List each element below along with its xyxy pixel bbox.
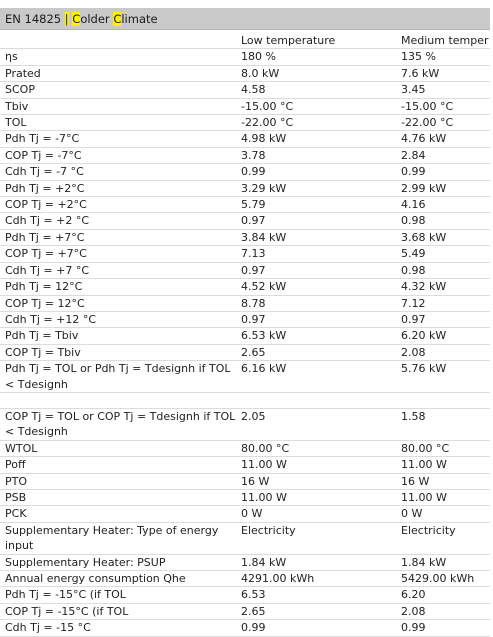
- table-row: Cdh Tj = +7 °C 0.97 0.98: [0, 262, 490, 278]
- spec-table: [0, 33, 490, 637]
- search-highlight: C: [72, 12, 81, 26]
- table-row: Pdh Tj = Tbiv 6.53 kW 6.20 kW: [0, 328, 490, 344]
- table-header-row: [0, 33, 490, 49]
- section-header: EN 14825 | Colder Climate: [0, 8, 490, 30]
- table-row-pdh-tol: Pdh Tj = TOL or Pdh Tj = Tdesignh if TOL < Tdesignh 6.16 kW 5.76 kW: [0, 361, 490, 393]
- table-row: COP Tj = Tbiv 2.65 2.08: [0, 344, 490, 360]
- table-row: COP Tj = 12°C 8.78 7.12: [0, 295, 490, 311]
- table-row: Supplementary Heater: PSUP 1.84 kW 1.84 kW: [0, 554, 490, 570]
- table-row: Cdh Tj = -15 °C 0.99 0.99: [0, 620, 490, 636]
- table-row: PCK 0 W 0 W: [0, 506, 490, 522]
- table-row: Cdh Tj = +2 °C 0.97 0.98: [0, 213, 490, 229]
- table-row: COP Tj = +7°C 7.13 5.49: [0, 246, 490, 262]
- table-row: PTO 16 W 16 W: [0, 473, 490, 489]
- header-cell-label: [0, 33, 237, 49]
- table-row: Prated 8.0 kW 7.6 kW: [0, 65, 490, 81]
- column-header-medium: Medium temper: [397, 33, 490, 49]
- table-row-heater-type: Supplementary Heater: Type of energy input Electricity Electricity: [0, 522, 490, 554]
- header-standard: EN 14825: [5, 12, 65, 26]
- table-row: Pdh Tj = 12°C 4.52 kW 4.32 kW: [0, 279, 490, 295]
- table-row: COP Tj = -15°C (if TOL 2.65 2.08: [0, 603, 490, 619]
- table-row: Pdh Tj = +2°C 3.29 kW 2.99 kW: [0, 180, 490, 196]
- table-row: PSB 11.00 W 11.00 W: [0, 489, 490, 505]
- search-highlight: C: [113, 12, 122, 26]
- table-row: TOL -22.00 °C -22.00 °C: [0, 115, 490, 131]
- table-row: WTOL 80.00 °C 80.00 °C: [0, 440, 490, 456]
- table-row: COP Tj = +2°C 5.79 4.16: [0, 197, 490, 213]
- table-row: Pdh Tj = +7°C 3.84 kW 3.68 kW: [0, 229, 490, 245]
- table-row: ηs 180 % 135 %: [0, 49, 490, 65]
- table-row: Tbiv -15.00 °C -15.00 °C: [0, 98, 490, 114]
- search-highlight: |: [64, 12, 69, 26]
- table-row: Poff 11.00 W 11.00 W: [0, 457, 490, 473]
- table-row: Pdh Tj = -7°C 4.98 kW 4.76 kW: [0, 131, 490, 147]
- table-spacer-row: [0, 392, 490, 408]
- table-row: Pdh Tj = -15°C (if TOL 6.53 6.20: [0, 587, 490, 603]
- table-row: SCOP 4.58 3.45: [0, 82, 490, 98]
- table-row: Annual energy consumption Qhe 4291.00 kWh 5429.00 kWh: [0, 571, 490, 587]
- table-row: Cdh Tj = +12 °C 0.97 0.97: [0, 311, 490, 327]
- table-row: COP Tj = -7°C 3.78 2.84: [0, 147, 490, 163]
- column-header-low: Low temperature: [237, 33, 397, 49]
- table-row-cop-tol: COP Tj = TOL or COP Tj = Tdesignh if TOL < Tdesignh 2.05 1.58: [0, 408, 490, 440]
- table-row: Cdh Tj = -7 °C 0.99 0.99: [0, 164, 490, 180]
